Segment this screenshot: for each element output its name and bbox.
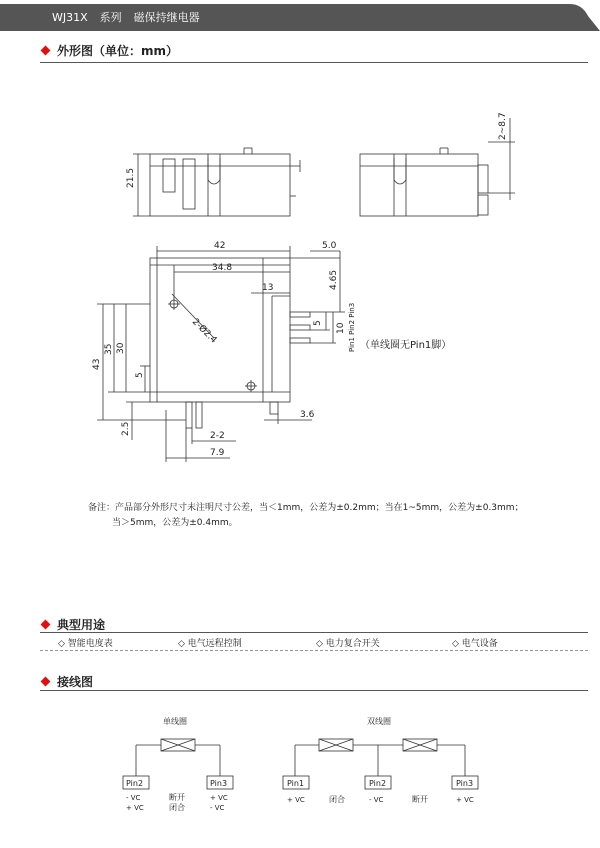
dim-7-9: 7.9: [210, 448, 225, 458]
outline-heading: 外形图（单位：mm）: [57, 44, 179, 58]
application-item: ◇ 智能电度表: [58, 639, 113, 649]
dim-2-8-7: 2~8.7: [498, 112, 508, 140]
single-right-line2: - VC: [210, 804, 225, 812]
dim-34-8: 34.8: [212, 263, 233, 273]
double-pin3: Pin3: [456, 779, 474, 788]
double-label-pin3: + VC: [456, 796, 474, 804]
dim-10: 10: [336, 322, 346, 334]
double-pin2: Pin2: [369, 779, 387, 788]
wiring-heading: 接线图: [57, 675, 94, 689]
dim-2-dia-2-4: 2-Ø2.4: [189, 317, 219, 346]
dim-5-0: 5.0: [322, 241, 337, 251]
header-model: WJ31X: [52, 11, 88, 24]
outline-drawing: [0, 62, 600, 482]
dim-3-6: 3.6: [300, 410, 315, 420]
dim-5-left: 5: [135, 372, 145, 378]
applications-dashed-rule: [40, 650, 588, 651]
dim-30: 30: [116, 342, 126, 354]
dim-42: 42: [214, 241, 226, 251]
dim-21-5: 21.5: [126, 167, 136, 188]
single-right-line1: + VC: [210, 794, 228, 802]
application-item: ◇ 电气设备: [452, 639, 498, 649]
single-coil-note: （单线圈无Pin1脚）: [360, 340, 452, 351]
wiring-bullet-icon: [41, 677, 51, 687]
single-pin-right: Pin3: [210, 779, 228, 788]
wiring-divider: [40, 690, 588, 691]
dim-5: 5: [313, 320, 323, 326]
single-left-line2: + VC: [126, 804, 144, 812]
single-coil-title: 单线圈: [163, 717, 187, 726]
applications-heading: 典型用途: [57, 618, 106, 632]
single-mid-line1: 断开: [169, 793, 185, 802]
dim-43: 43: [92, 358, 102, 370]
double-coil-title: 双线圈: [367, 717, 391, 726]
remarks-line1: 备注：产品部分外形尺寸未注明尺寸公差，当＜1mm，公差为±0.2mm；当在1~5mm，公差为±0.3mm；: [88, 503, 524, 513]
application-item: ◇ 电气远程控制: [178, 639, 242, 649]
double-label-open: 断开: [412, 795, 428, 804]
applications-divider: [40, 632, 588, 633]
dim-13: 13: [262, 283, 274, 293]
double-label-close: 闭合: [329, 795, 345, 804]
double-label-pin1: + VC: [287, 796, 305, 804]
single-left-line1: - VC: [126, 794, 141, 802]
dim-2-5: 2.5: [121, 421, 131, 436]
double-pin1: Pin1: [287, 779, 305, 788]
dim-2-2: 2-2: [210, 431, 225, 441]
pin-labels: Pin1 Pin2 Pin3: [348, 302, 356, 352]
remarks-line2: 当＞5mm，公差为±0.4mm。: [112, 518, 238, 528]
applications-bullet-icon: [41, 620, 51, 630]
double-label-pin2: - VC: [369, 796, 384, 804]
outline-bullet-icon: [41, 46, 51, 56]
dim-4-65: 4.65: [329, 269, 339, 290]
header-product: 磁保持继电器: [133, 11, 200, 24]
single-pin-left: Pin2: [126, 779, 144, 788]
header-series: 系列: [99, 11, 122, 24]
dim-35: 35: [104, 343, 114, 355]
wiring-diagram: [0, 700, 600, 840]
header-title: [52, 9, 212, 25]
application-item: ◇ 电力复合开关: [316, 639, 380, 649]
single-mid-line2: 闭合: [169, 803, 185, 812]
